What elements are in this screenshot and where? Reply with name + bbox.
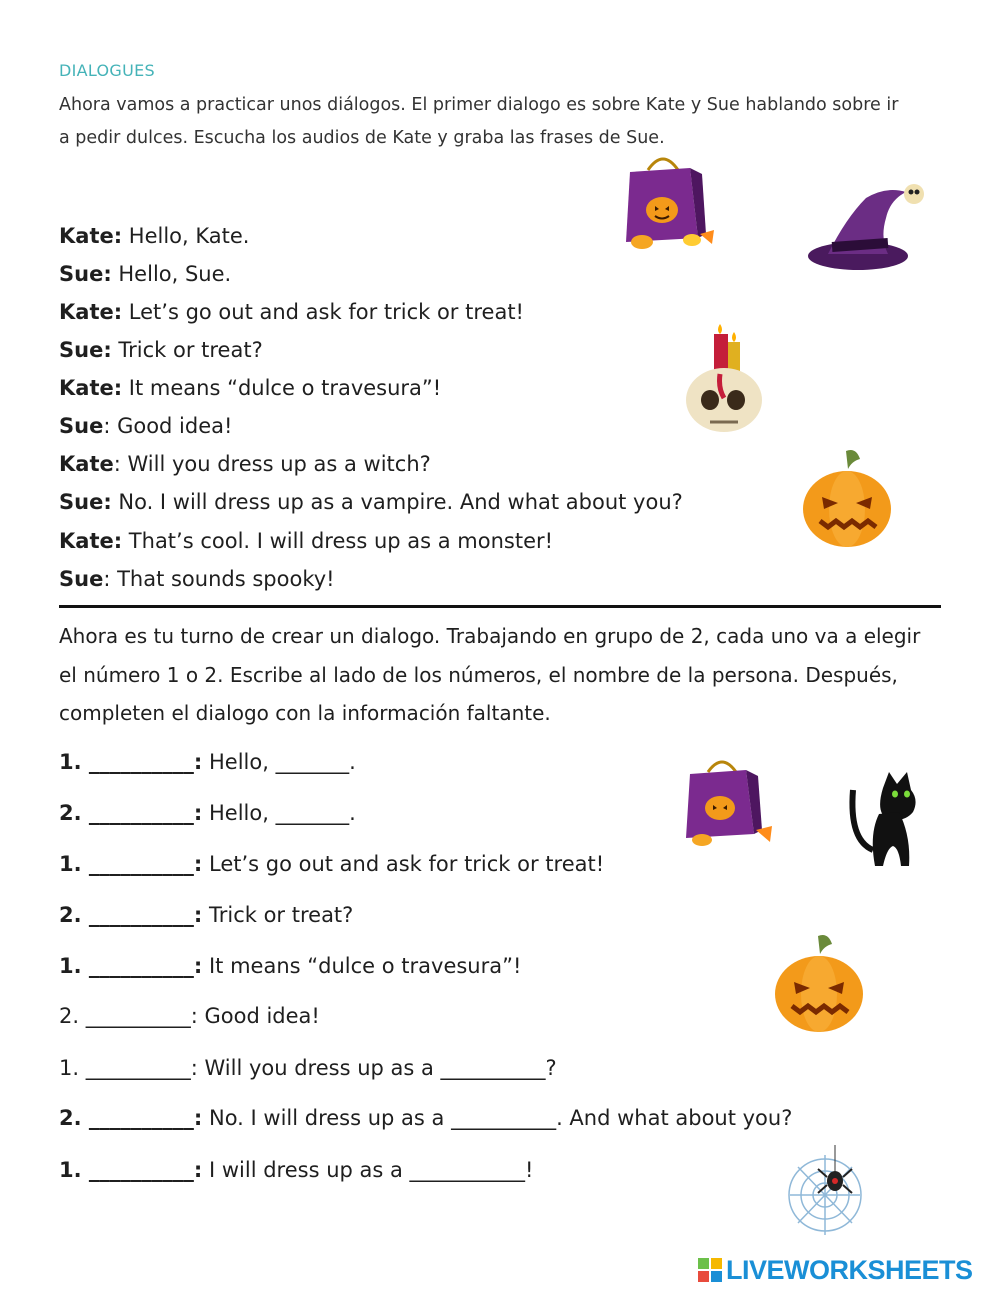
exercise-line[interactable] <box>59 849 604 879</box>
exercise-line[interactable] <box>59 798 356 828</box>
speaker-name: Kate: <box>59 224 123 248</box>
blank-label[interactable]: 1. __________: <box>59 852 203 876</box>
dialogue-text: Hello, Kate. <box>122 224 250 248</box>
dialogue-line <box>59 221 249 251</box>
dialogue-text: : Will you dress up as a witch? <box>113 452 431 476</box>
dialogue-line <box>59 259 231 289</box>
intro-paragraph: Ahora vamos a practicar unos diálogos. El primer dialogo es sobre Kate y Sue hablando sobre ir a pedir dulces. Escucha los audios de Kate y graba las frases de Sue. <box>59 95 899 148</box>
logo-blocks-icon <box>698 1258 722 1282</box>
candy-bag-icon <box>680 754 780 854</box>
speaker-name: Kate: <box>59 529 123 553</box>
dialogue-text: : That sounds spooky! <box>103 567 335 591</box>
blank-label[interactable]: 2. __________: <box>59 1004 198 1028</box>
dialogue-line <box>59 297 524 327</box>
dialogue-line <box>59 564 335 594</box>
exercise-text[interactable]: Hello, _______. <box>202 801 356 825</box>
blank-label[interactable]: 1. __________: <box>59 1158 203 1182</box>
speaker-name: Sue: <box>59 490 112 514</box>
exercise-text: Trick or treat? <box>202 903 354 927</box>
dialogue-text: No. I will dress up as a vampire. And what about you? <box>111 490 683 514</box>
exercise-line[interactable] <box>59 1155 533 1185</box>
dialogue-text: : Good idea! <box>103 414 233 438</box>
dialogue-text: Let’s go out and ask for trick or treat! <box>122 300 524 324</box>
blank-label[interactable]: 2. __________: <box>59 1106 203 1130</box>
exercise-text[interactable]: Will you dress up as a __________? <box>197 1056 557 1080</box>
section-divider <box>59 605 941 608</box>
instructions-paragraph: Ahora es tu turno de crear un dialogo. Trabajando en grupo de 2, cada uno va a elegir el número 1 o 2. Escribe al lado de los números, el nombre de la persona. Después, completen el dialogo con la información faltante. <box>59 624 921 725</box>
speaker-name: Kate: <box>59 300 123 324</box>
section-heading: DIALOGUES <box>59 61 155 80</box>
dialogue-line <box>59 487 683 517</box>
exercise-text[interactable]: I will dress up as a ___________! <box>202 1158 534 1182</box>
spider-web-icon <box>780 1145 870 1240</box>
exercise-line[interactable] <box>59 1103 792 1133</box>
dialogue-text: Trick or treat? <box>111 338 263 362</box>
witch-hat-icon <box>806 178 930 282</box>
exercise-text[interactable]: No. I will dress up as a __________. And what about you? <box>202 1106 793 1130</box>
exercise-text: Let’s go out and ask for trick or treat! <box>202 852 605 876</box>
speaker-name: Kate <box>59 452 114 476</box>
dialogue-line <box>59 373 441 403</box>
black-cat-icon <box>843 770 938 880</box>
blank-label[interactable]: 2. __________: <box>59 903 203 927</box>
speaker-name: Sue <box>59 414 104 438</box>
speaker-name: Kate: <box>59 376 123 400</box>
exercise-text: Good idea! <box>197 1004 320 1028</box>
exercise-line[interactable] <box>59 951 521 981</box>
blank-label[interactable]: 1. __________: <box>59 954 203 978</box>
exercise-text: It means “dulce o travesura”! <box>202 954 522 978</box>
exercise-line[interactable] <box>59 1001 320 1031</box>
speaker-name: Sue: <box>59 262 112 286</box>
dialogue-line <box>59 335 263 365</box>
blank-label[interactable]: 1. __________: <box>59 750 203 774</box>
dialogue-line <box>59 411 232 441</box>
skull-candle-icon <box>680 322 768 442</box>
dialogue-text: It means “dulce o travesura”! <box>122 376 442 400</box>
candy-bag-icon <box>618 150 728 255</box>
speaker-name: Sue: <box>59 338 112 362</box>
dialogue-line <box>59 526 553 556</box>
speaker-name: Sue <box>59 567 104 591</box>
exercise-line[interactable] <box>59 747 356 777</box>
exercise-line[interactable] <box>59 900 353 930</box>
exercise-text[interactable]: Hello, _______. <box>202 750 356 774</box>
dialogue-text: Hello, Sue. <box>111 262 232 286</box>
jack-o-lantern-icon <box>800 445 895 550</box>
logo-text: LIVEWORKSHEETS <box>726 1254 973 1285</box>
jack-o-lantern-icon <box>772 930 867 1035</box>
blank-label[interactable]: 1. __________: <box>59 1056 198 1080</box>
blank-label[interactable]: 2. __________: <box>59 801 203 825</box>
dialogue-text: That’s cool. I will dress up as a monster! <box>122 529 554 553</box>
exercise-line[interactable] <box>59 1053 557 1083</box>
dialogue-line <box>59 449 431 479</box>
liveworksheets-logo <box>698 1253 973 1287</box>
